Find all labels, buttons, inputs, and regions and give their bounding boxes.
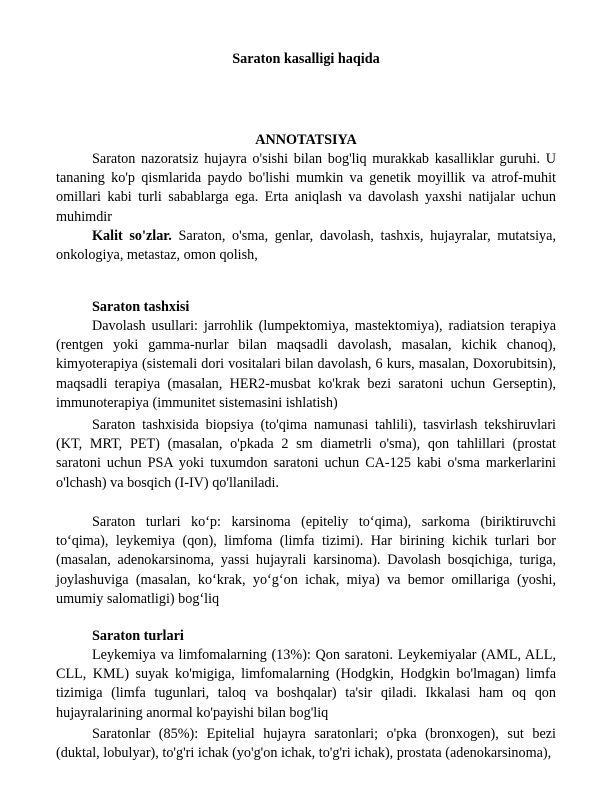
section-types-paragraph-2: Saratonlar (85%): Epitelial hujayra saratonlari; o'pka (bronxogen), sut bezi (duktal, lobulyar), to'g'ri ichak (yo'g'on ichak, to'g'ri ichak), prostata (adenokarsinoma), [56, 726, 556, 762]
section-diagnosis-p1-block [56, 317, 556, 413]
keywords-block [56, 227, 556, 265]
section-diagnosis-paragraph-3: Saraton turlari ko‘p: karsinoma (epiteliy to‘qima), sarkoma (biriktiruvchi to‘qima), leykemiya (qon), limfoma (limfa tizimi). Har birining kichik turlari bor (masalan, adenokarsinoma, yassi hujayrali karsinoma). Davolash bosqichiga, turiga, joylashuviga (masalan, ko‘krak, yo‘g‘on ichak, miya) va bemor omillariga (yoshi, umumiy salomatligi) bog‘liq [56, 514, 556, 607]
abstract-heading: ANNOTATSIYA [255, 132, 357, 148]
keywords-paragraph [56, 227, 556, 265]
section-diagnosis-p3-block [56, 513, 556, 609]
abstract-paragraph: Saraton nazoratsiz hujayra o'sishi bilan bog'liq murakkab kasalliklar guruhi. U tananing ko'p qismlarida paydo bo'lishi mumkin va genetik moyillik va atrof-muhit omillari kabi turli sabablarga ega. Erta aniqlash va davolash yaxshi natijalar uchun muhimdir [56, 151, 556, 225]
abstract-block [56, 150, 556, 227]
section-diagnosis-paragraph-2: Saraton tashxisida biopsiya (to'qima namunasi tahlili), tasvirlash tekshiruvlari (KT, MRT, PET) (masalan, o'pkada 2 sm diametrli o'sma), qon tahlillari (prostat saratoni uchun PSA yoki tuxumdon saratoni uchun CA-125 kabi o'sma markerlarini o'lchash) va bosqich (I-IV) qo'llaniladi. [56, 417, 556, 491]
document-title: Saraton kasalligi haqida [232, 51, 380, 67]
section-diagnosis-p2-block [56, 416, 556, 493]
section-types-p2-block [56, 725, 556, 763]
section-heading-diagnosis: Saraton tashxisi [92, 299, 190, 315]
keywords-label: Kalit so'zlar. [92, 228, 172, 244]
keywords-text: Saraton, o'sma, genlar, davolash, tashxis, hujayralar, mutatsiya, onkologiya, metastaz, omon qolish, [56, 228, 556, 264]
section-heading-types: Saraton turlari [92, 628, 184, 644]
section-types-paragraph-1: Leykemiya va limfomalarning (13%): Qon saratoni. Leykemiyalar (AML, ALL, CLL, KML) suyak ko'migiga, limfomalarning (Hodgkin, Hodgkin bo'lmagan) limfa tizimiga (limfa tugunlari, taloq va boshqalar) ta'sir qiladi. Ikkalasi ham oq qon hujayralarining anormal ko'payishi bilan bog'liq [56, 647, 556, 721]
section-types-p1-block [56, 646, 556, 723]
section-diagnosis-paragraph-1: Davolash usullari: jarrohlik (lumpektomiya, mastektomiya), radiatsion terapiya (rentgen yoki gamma-nurlar bilan maqsadli davolash, masalan, kichik chanoq), kimyoterapiya (sistemali dori vositalari bilan davolash, 6 kurs, masalan, Doxorubitsin), maqsadli terapiya (masalan, HER2-musbat ko'krak bezi saratoni uchun Gerseptin), immunoterapiya (immunitet sistemasini ishlatish) [56, 318, 556, 411]
